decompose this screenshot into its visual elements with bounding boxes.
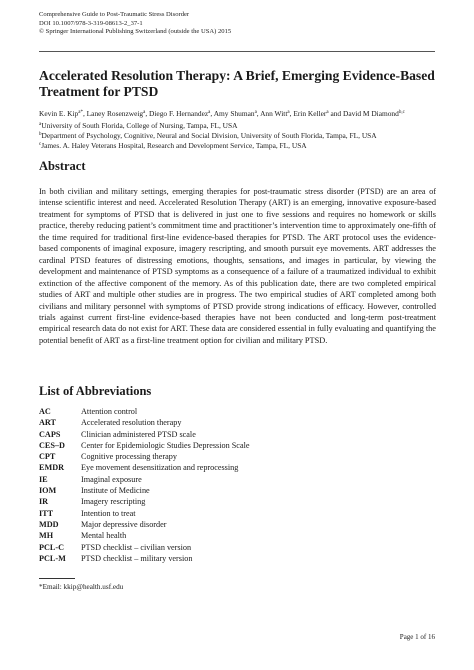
abbreviation-term: CPT (39, 452, 56, 462)
abbreviation-term: IOM (39, 486, 57, 496)
affiliation-text: University of South Florida, College of Nursing, Tampa, FL, USA (41, 121, 238, 130)
author-name: Erin Keller (293, 109, 327, 118)
doi: DOI 10.1007/978-3-319-08613-2_37-1 (39, 19, 143, 27)
author-affiliation-mark: a* (78, 110, 83, 115)
book-title: Comprehensive Guide to Post-Traumatic Stress Disorder (39, 11, 190, 18)
page-number: Page 1 of 16 (399, 633, 435, 641)
abbreviation-definition: PTSD checklist – military version (81, 553, 193, 563)
abstract-heading: Abstract (39, 159, 86, 173)
abstract-text: In both civilian and military settings, emerging therapies for post-traumatic stress disorder (PTSD) are an area of intense scientific interest and need. Accelerated Resolution Therapy (ART) is an emerging, innovative exposure-based treatment for symptoms of PTSD that is delivered in just one to five sessions and requires no homework or skills practice, thereby reducing patient’s commitment time and practitioner’s intervention time to approximately one-fifth of the time required for traditional first-line evidence-based therapies for PTSD. The ART protocol uses the evidence-based components of imaginal exposure, imagery rescripting, and smooth pursuit eye movements. ART addresses the cardinal PTSD features of distressing emotions, thoughts, sensations, and images in particular, by viewing the development and maintenance of PTSD symptoms as a consequence of a failure of a traumatized individual to exhibit extinction of the affective component of the memory. As of this publication date, there are two completed empirical studies of ART and multiple other studies are in progress. The two empirical studies of ART completed among both civilians and military personnel with symptoms of PTSD provide strong indications of efficacy. However, controlled trials against current first-line evidence-based therapies have not been conducted and long-term post-treatment empirical research data do not exist for ART. These data are considered essential in fully evaluating and quantifying the potential benefit of ART as a first-line treatment option for civilian and military PTSD. (39, 187, 436, 345)
abbreviation-definition: Mental health (81, 531, 127, 541)
abbreviation-row (39, 542, 439, 553)
abbreviation-row (39, 440, 439, 451)
copyright: © Springer International Publishing Switzerland (outside the USA) 2015 (39, 28, 232, 36)
affiliation (39, 141, 439, 151)
abbreviation-definition: Clinician administered PTSD scale (81, 429, 196, 439)
abbreviations-heading: List of Abbreviations (39, 384, 152, 398)
abbreviation-term: AC (39, 407, 51, 416)
author-name: Laney Rosenzweig (86, 109, 144, 118)
author-name: Amy Shuman (213, 109, 255, 118)
abbreviation-term: CAPS (39, 429, 61, 439)
abbreviation-definition: Attention control (81, 407, 138, 416)
abbreviation-term: PCL-M (39, 553, 66, 563)
affiliation-text: Department of Psychology, Cognitive, Neural and Social Division, University of South Florida, Tampa, FL, USA (41, 131, 377, 141)
abbreviation-term: MH (39, 531, 54, 541)
abbreviation-definition: Imagery rescripting (81, 497, 146, 507)
footnote: *Email: kkip@health.usf.edu (39, 583, 124, 591)
abbreviation-definition: Accelerated resolution therapy (81, 418, 182, 428)
abbreviation-term: CES–D (39, 440, 65, 450)
article-title: Accelerated Resolution Therapy: A Brief, Emerging Evidence-Based Treatment for PTSD (39, 68, 435, 99)
abbreviation-term: ART (39, 418, 56, 428)
abbreviation-definition: Major depressive disorder (81, 519, 167, 529)
abbreviation-row (39, 508, 439, 519)
author-affiliation-mark: a (287, 110, 290, 115)
author-affiliation-mark: a (254, 110, 257, 115)
affiliation (39, 131, 439, 141)
abbreviation-definition: Intention to treat (81, 508, 136, 518)
abbreviation-row (39, 406, 439, 417)
abbreviation-term: PCL-C (39, 542, 65, 552)
abbreviation-definition: Eye movement desensitization and reprocessing (81, 463, 239, 473)
abbreviation-row (39, 519, 439, 530)
abbreviation-row (39, 429, 439, 440)
abbreviation-row (39, 496, 439, 507)
author-name: David M Diamond (342, 109, 399, 118)
author-affiliation-mark: a (143, 110, 146, 115)
author-name: Kevin E. Kip (39, 109, 79, 118)
affiliation-list (39, 121, 439, 152)
running-head (39, 11, 231, 37)
affiliation-mark: c (39, 142, 42, 148)
author-list: Kevin E. Kip$^{a*}$, Laney Rosenzweig$^a$, Diego F. Hernandez$^a$, Amy Shuman$^a$, Ann Witt$^a$, Erin Keller$^a$ and David M Diamond$^{b,c}$ (39, 109, 405, 118)
abbreviation-term: MDD (39, 519, 59, 529)
affiliation (39, 121, 439, 131)
abbreviation-definition: PTSD checklist – civilian version (81, 542, 192, 552)
abbreviation-row (39, 530, 439, 541)
affiliation-mark: b (39, 132, 42, 138)
abbreviation-definition: Center for Epidemiologic Studies Depression Scale (81, 440, 250, 450)
author-name: Diego F. Hernandez (149, 109, 209, 118)
abbreviation-row (39, 474, 439, 485)
header-rule (39, 51, 435, 52)
abbreviation-term: ITT (39, 508, 54, 518)
abbreviation-row (39, 417, 439, 428)
author-affiliation-mark: b,c (398, 110, 405, 115)
abbreviation-list (39, 406, 439, 564)
abbreviation-row (39, 553, 439, 564)
author-affiliation-mark: a (326, 110, 329, 115)
abbreviation-definition: Institute of Medicine (81, 486, 150, 496)
footnote-rule (39, 578, 75, 579)
author-name: Ann Witt (260, 109, 288, 118)
abbreviation-definition: Cognitive processing therapy (81, 452, 177, 462)
abbreviation-row (39, 451, 439, 462)
abbreviation-definition: Imaginal exposure (81, 474, 142, 484)
author-affiliation-mark: a (208, 110, 211, 115)
abbreviation-row (39, 462, 439, 473)
affiliation-mark: a (39, 122, 42, 127)
abbreviation-term: IE (39, 474, 48, 484)
affiliation-text: James. A. Haley Veterans Hospital, Research and Development Service, Tampa, FL, USA (41, 141, 307, 151)
abbreviation-term: IR (39, 497, 49, 507)
abbreviation-row (39, 485, 439, 496)
abbreviation-term: EMDR (39, 463, 65, 473)
